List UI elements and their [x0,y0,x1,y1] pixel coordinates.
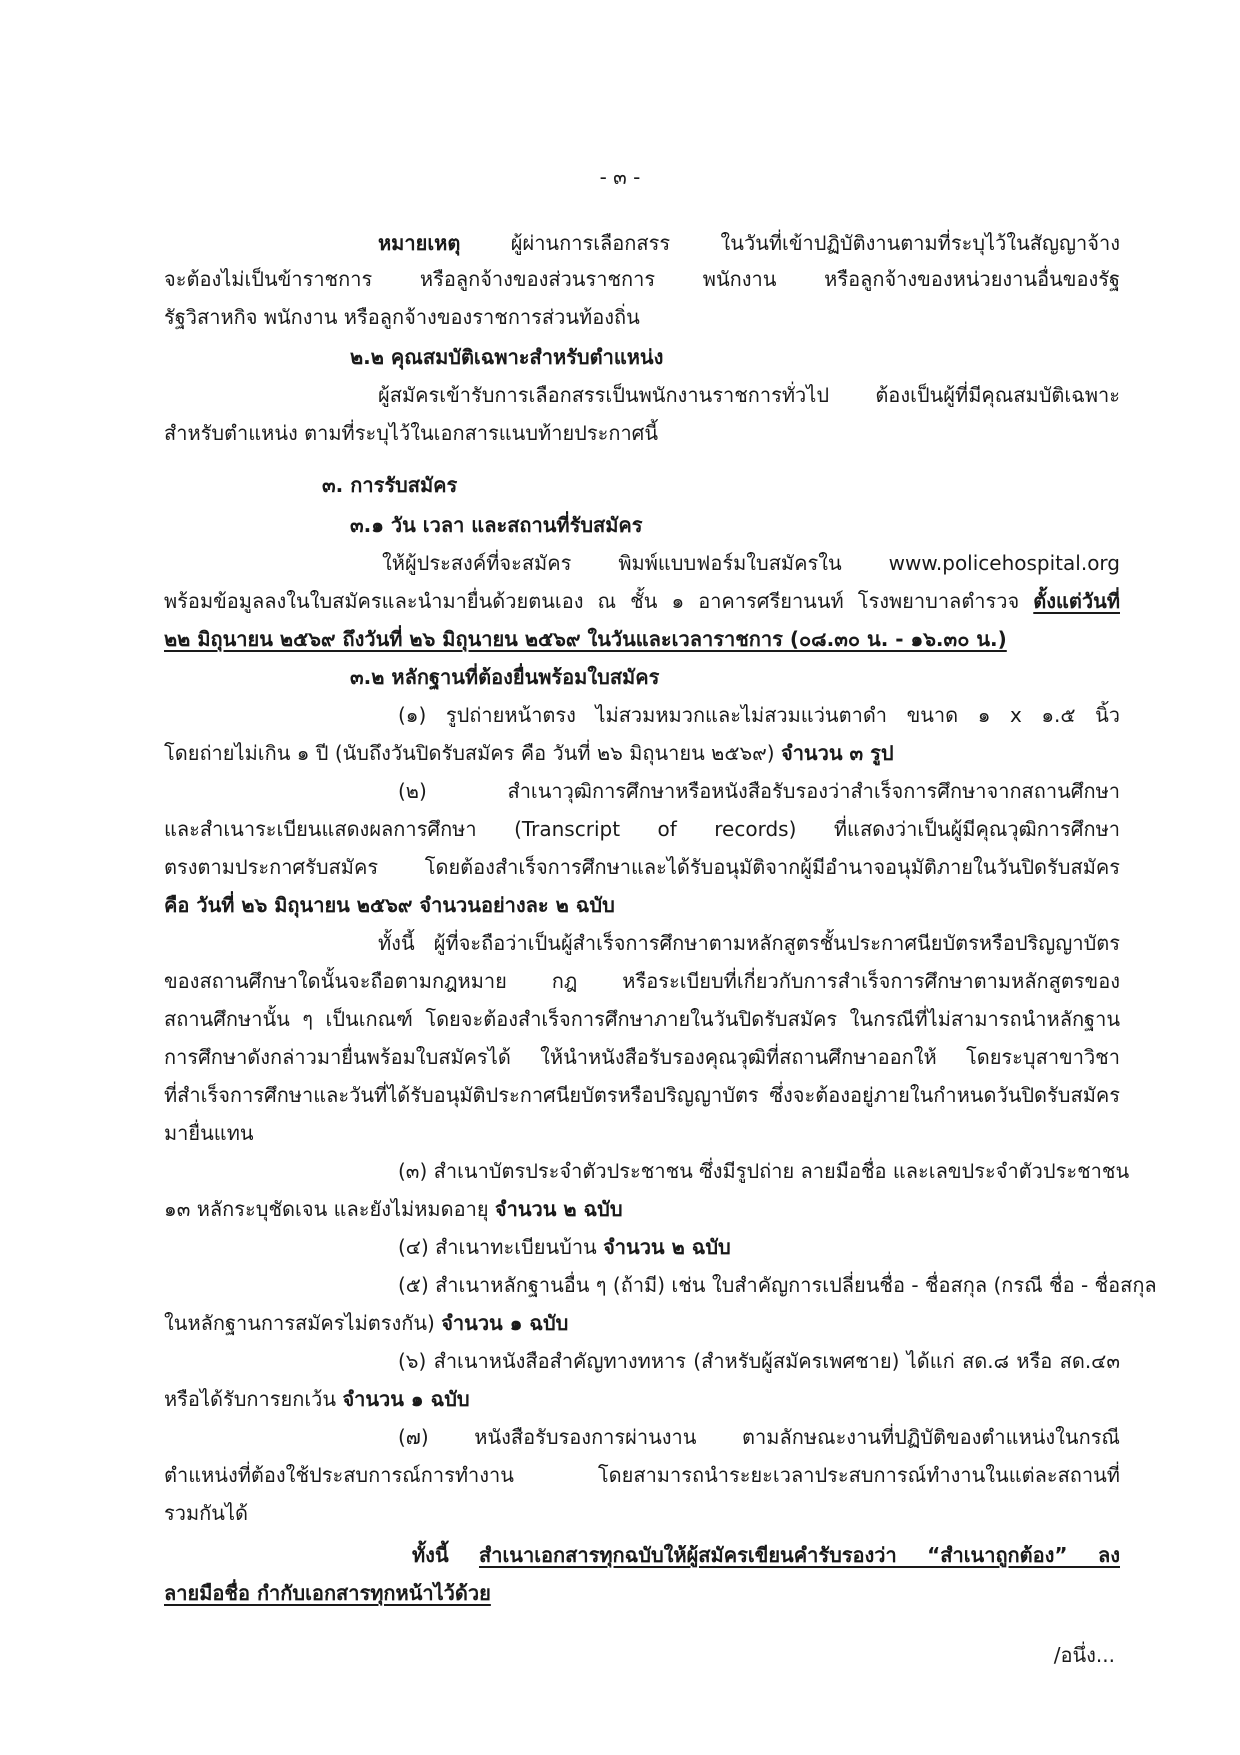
note-line-2: จะต้องไม่เป็นข้าราชการ หรือลูกจ้างของส่วนราชการ พนักงาน หรือลูกจ้างของหน่วยงานอื่นของรัฐ [164,267,1120,291]
section-3-1-heading: ๓.๑ วัน เวลา และสถานที่รับสมัคร [350,513,643,537]
proviso-line-4: การศึกษาดังกล่าวมายื่นพร้อมใบสมัครได้ ให้นำหนังสือรับรองคุณวุฒิที่สถานศึกษาออกให้ โดยระบุสาขาวิชา [164,1045,1120,1069]
proviso-line-1: ทั้งนี้ ผู้ที่จะถือว่าเป็นผู้สำเร็จการศึกษาตามหลักสูตรชั้นประกาศนียบัตรหรือปริญญาบัตร [378,931,1120,955]
item-5-line-2: ในหลักฐานการสมัครไม่ตรงกัน) จำนวน ๑ ฉบับ [164,1311,569,1335]
section-3-1-line-1: ให้ผู้ประสงค์ที่จะสมัคร พิมพ์แบบฟอร์มใบสมัครใน www.policehospital.org [382,551,1120,575]
note-label: หมายเหตุ [378,231,461,255]
note-line-3: รัฐวิสาหกิจ พนักงาน หรือลูกจ้างของราชการส่วนท้องถิ่น [164,305,640,329]
section-2-2-line-2: สำหรับตำแหน่ง ตามที่ระบุไว้ในเอกสารแนบท้ายประกาศนี้ [164,421,659,445]
section-3-heading: ๓. การรับสมัคร [322,473,458,497]
item-1-line-2: โดยถ่ายไม่เกิน ๑ ปี (นับถึงวันปิดรับสมัคร คือ วันที่ ๒๖ มิถุนายน ๒๕๖๙) จำนวน ๓ รูป [164,741,894,765]
item-1-line-1: (๑) รูปถ่ายหน้าตรง ไม่สวมหมวกและไม่สวมแว่นตาดำ ขนาด ๑ x ๑.๕ นิ้ว [398,703,1120,727]
proviso-line-3: สถานศึกษานั้น ๆ เป็นเกณฑ์ โดยจะต้องสำเร็จการศึกษาภายในวันปิดรับสมัคร ในกรณีที่ไม่สามารถนำหลักฐาน [164,1007,1120,1031]
proviso-line-2: ของสถานศึกษาใดนั้นจะถือตามกฎหมาย กฎ หรือระเบียบที่เกี่ยวกับการสำเร็จการศึกษาตามหลักสูตรของ [164,969,1120,993]
continuation-marker: /อนึ่ง... [1053,1643,1115,1667]
item-2-line-2: และสำเนาระเบียนแสดงผลการศึกษา (Transcript of records) ที่แสดงว่าเป็นผู้มีคุณวุฒิการศึกษา [164,817,1120,841]
final-note-line-1: ทั้งนี้ สำเนาเอกสารทุกฉบับให้ผู้สมัครเขียนคำรับรองว่า “สำเนาถูกต้อง” ลง [412,1543,1120,1567]
section-3-2-heading: ๓.๒ หลักฐานที่ต้องยื่นพร้อมใบสมัคร [350,665,660,689]
item-4-line-1: (๔) สำเนาทะเบียนบ้าน จำนวน ๒ ฉบับ [398,1235,731,1259]
final-note-line-2: ลายมือชื่อ กำกับเอกสารทุกหน้าไว้ด้วย [164,1581,491,1605]
item-7-line-3: รวมกันได้ [164,1501,248,1525]
section-3-1-line-3: ๒๒ มิถุนายน ๒๕๖๙ ถึงวันที่ ๒๖ มิถุนายน ๒๕๖๙ ในวันและเวลาราชการ (๐๘.๓๐ น. - ๑๖.๓๐ น.) [164,627,1007,651]
item-7-line-1: (๗) หนังสือรับรองการผ่านงาน ตามลักษณะงานที่ปฏิบัติของตำแหน่งในกรณี [398,1425,1120,1449]
proviso-line-5: ที่สำเร็จการศึกษาและวันที่ได้รับอนุมัติประกาศนียบัตรหรือปริญญาบัตร ซึ่งจะต้องอยู่ภายในกำหนดวันปิดรับสมัคร [164,1083,1120,1107]
item-7-line-2: ตำแหน่งที่ต้องใช้ประสบการณ์การทำงาน โดยสามารถนำระยะเวลาประสบการณ์ทำงานในแต่ละสถานที่ [164,1463,1120,1487]
item-3-line-2: ๑๓ หลักระบุชัดเจน และยังไม่หมดอายุ จำนวน ๒ ฉบับ [164,1197,623,1221]
item-5-line-1: (๕) สำเนาหลักฐานอื่น ๆ (ถ้ามี) เช่น ใบสำคัญการเปลี่ยนชื่อ - ชื่อสกุล (กรณี ชื่อ - ชื่อสกุล [398,1273,1157,1297]
section-2-2-heading: ๒.๒ คุณสมบัติเฉพาะสำหรับตำแหน่ง [350,345,664,369]
page-number: - ๓ - [599,165,641,189]
item-6-line-2: หรือได้รับการยกเว้น จำนวน ๑ ฉบับ [164,1387,470,1411]
item-2-line-4: คือ วันที่ ๒๖ มิถุนายน ๒๕๖๙ จำนวนอย่างละ ๒ ฉบับ [164,893,615,917]
item-6-line-1: (๖) สำเนาหนังสือสำคัญทางทหาร (สำหรับผู้สมัครเพศชาย) ได้แก่ สด.๘ หรือ สด.๔๓ [398,1349,1120,1373]
note-line-1: หมายเหตุ ผู้ผ่านการเลือกสรร ในวันที่เข้าปฏิบัติงานตามที่ระบุไว้ในสัญญาจ้าง [378,231,1120,255]
proviso-line-6: มายื่นแทน [164,1121,254,1145]
item-2-line-3: ตรงตามประกาศรับสมัคร โดยต้องสำเร็จการศึกษาและได้รับอนุมัติจากผู้มีอำนาจอนุมัติภายในวันปิดรับสมัคร [164,855,1120,879]
item-3-line-1: (๓) สำเนาบัตรประจำตัวประชาชน ซึ่งมีรูปถ่าย ลายมือชื่อ และเลขประจำตัวประชาชน [398,1159,1130,1183]
item-2-line-1: (๒) สำเนาวุฒิการศึกษาหรือหนังสือรับรองว่าสำเร็จการศึกษาจากสถานศึกษา [398,779,1120,803]
section-3-1-line-2: พร้อมข้อมูลลงในใบสมัครและนำมายื่นด้วยตนเอง ณ ชั้น ๑ อาคารศรียานนท์ โรงพยาบาลตำรวจ ตั้งแต่วันที่ [164,589,1120,613]
section-2-2-line-1: ผู้สมัครเข้ารับการเลือกสรรเป็นพนักงานราชการทั่วไป ต้องเป็นผู้ที่มีคุณสมบัติเฉพาะ [378,383,1120,407]
